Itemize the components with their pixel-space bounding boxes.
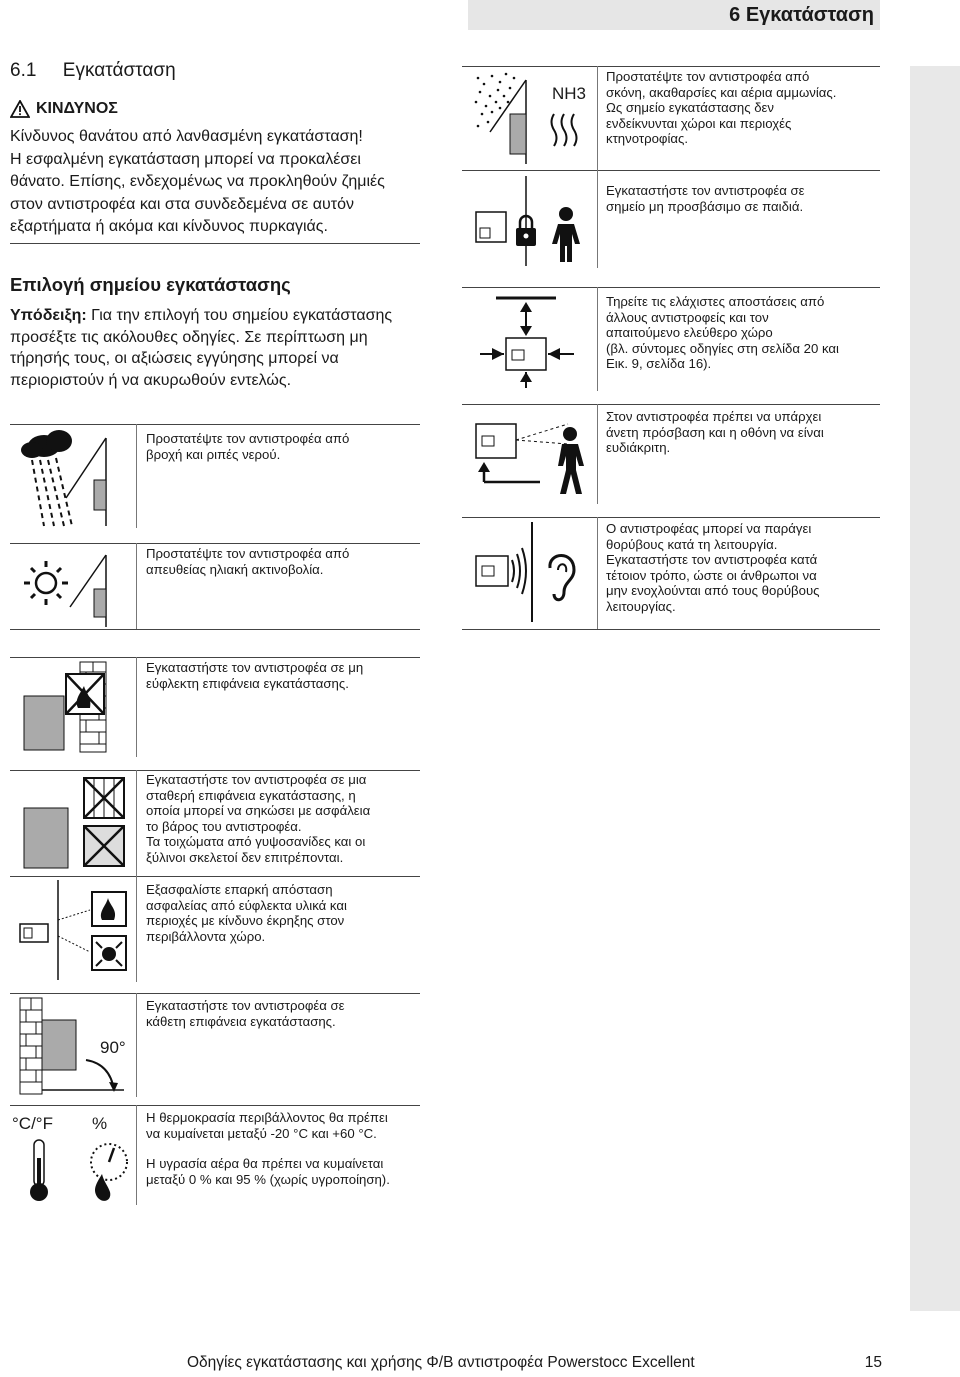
text-line: εύφλεκτη επιφάνεια εγκατάστασης.: [146, 675, 349, 691]
text-line: Τηρείτε τις ελάχιστες αποστάσεις από: [606, 294, 825, 309]
danger-line: θάνατο. Επίσης, ενδεχομένως να προκληθούν ζημιές: [10, 173, 385, 190]
icon-divider: [136, 1105, 137, 1205]
divider: [462, 629, 880, 630]
location-note: [10, 305, 430, 391]
humidity-label: %: [92, 1114, 108, 1133]
icon-divider: [597, 517, 598, 629]
vertical-text: [146, 998, 345, 1029]
divider: [10, 543, 420, 544]
text-line: Εγκαταστήστε τον αντιστροφέα σε: [606, 183, 805, 198]
note-label: Υπόδειξη:: [10, 307, 87, 324]
text-line: Εγκαταστήστε τον αντιστροφέα σε: [146, 998, 345, 1013]
icon-divider: [136, 770, 137, 876]
sun-text: [146, 546, 349, 577]
text-line: Προστατέψτε τον αντιστροφέα από: [606, 69, 810, 84]
text-line: λειτουργίας.: [606, 598, 676, 614]
page-number: 15: [864, 1354, 882, 1371]
text-line: Η θερμοκρασία περιβάλλοντος θα πρέπει: [146, 1110, 388, 1125]
text-line: Ως σημείο εγκατάστασης δεν: [606, 100, 775, 115]
child-lock-text: [606, 183, 805, 214]
angle-label: 90°: [100, 1038, 126, 1057]
danger-headline: Κίνδυνος θανάτου από λανθασμένη εγκατάσταση!: [10, 128, 363, 145]
divider: [10, 1105, 420, 1106]
text-line: Προστατέψτε τον αντιστροφέα από: [146, 431, 350, 446]
text-line: Εικ. 9, σελίδα 16).: [606, 356, 712, 371]
text-line: τέτοιον τρόπο, ώστε οι άνθρωποι να: [606, 567, 817, 583]
rain-icon: [14, 428, 132, 528]
footer-text: Οδηγίες εγκατάστασης και χρήσης Φ/Β αντιστροφέα Powerstocc Excellent: [187, 1354, 695, 1371]
text-line: οποία μπορεί να σηκώσει με ασφάλεια: [146, 803, 371, 818]
text-line: το βάρος του αντιστροφέα.: [146, 818, 302, 834]
text-line: Εγκαταστήστε τον αντιστροφέα σε μη: [146, 660, 364, 675]
section-title: 6.1 Εγκατάσταση: [10, 60, 176, 81]
divider: [462, 404, 880, 405]
text-line: Η υγρασία αέρα θα πρέπει να κυμαίνεται: [146, 1156, 384, 1171]
divider: [462, 287, 880, 288]
danger-line: εξαρτήματα ή ακόμα και κίνδυνος πυρκαγιάς.: [10, 218, 328, 235]
text-line: θορύβους κατά τη λειτουργία.: [606, 536, 778, 552]
clearance-icon: [470, 290, 595, 390]
text-line: Εγκαταστήστε τον αντιστροφέα σε μια: [146, 772, 367, 787]
text-line: να κυμαίνεται μεταξύ -20 °C και +60 °C.: [146, 1125, 377, 1141]
text-line: άλλους αντιστροφείς και τον: [606, 309, 769, 325]
dust-text: [606, 69, 836, 147]
divider: [462, 517, 880, 518]
flammable-surface-icon: [14, 660, 132, 755]
temperature-humidity-icon: [14, 1138, 132, 1204]
temperature-label: °C/°F: [12, 1114, 53, 1133]
danger-line: στον αντιστροφέα και στα συνδεδεμένα σε αυτόν: [10, 195, 354, 213]
divider: [10, 629, 420, 630]
icon-divider: [136, 543, 137, 629]
icon-divider: [597, 66, 598, 170]
access-display-icon: [470, 408, 595, 504]
danger-text: [10, 126, 430, 239]
divider: [10, 876, 420, 877]
humidity-text: [146, 1156, 390, 1187]
note-text: Για την επιλογή του σημείου εγκατάστασης προσέξτε τις ακόλουθες οδηγίες. Σε περίπτωση μη τήρησής τους, οι αξιώσεις εγγύησης μπορεί να περιοριστούν ή να ακυρωθούν εντελώς.: [10, 307, 393, 389]
divider: [10, 657, 420, 658]
divider: [10, 770, 420, 771]
icon-divider: [597, 404, 598, 504]
text-line: Στον αντιστροφέα πρέπει να υπάρχει: [606, 409, 822, 424]
icon-divider: [597, 287, 598, 391]
text-line: περιοχές με κίνδυνο έκρηξης στον: [146, 913, 345, 928]
text-line: απαιτούμενο ελεύθερο χώρο: [606, 325, 773, 340]
text-line: απευθείας ηλιακή ακτινοβολία.: [146, 561, 324, 577]
nh3-label: NH3: [552, 84, 587, 103]
warning-triangle-icon: [10, 100, 30, 118]
divider: [462, 66, 880, 67]
text-line: ευδιάκριτη.: [606, 440, 671, 455]
side-tab-strip: [910, 66, 960, 1311]
divider: [10, 424, 420, 425]
text-line: Εγκαταστήστε τον αντιστροφέα κατά: [606, 552, 818, 567]
text-line: (βλ. σύντομες οδηγίες στη σελίδα 20 και: [606, 340, 839, 356]
icon-divider: [136, 424, 137, 528]
text-line: κτηνοτροφίας.: [606, 131, 689, 146]
icon-divider: [136, 657, 137, 757]
access-text: [606, 409, 824, 456]
noise-icon: [470, 522, 595, 624]
text-line: ενδείκνυνται χώροι και περιοχές: [606, 115, 792, 131]
clearance-text: [606, 294, 839, 372]
icon-divider: [597, 170, 598, 268]
vertical-wall-icon: [14, 996, 132, 1096]
text-line: μεταξύ 0 % και 95 % (χωρίς υγροποίηση).: [146, 1171, 390, 1187]
icon-divider: [136, 876, 137, 982]
icon-divider: [136, 993, 137, 1097]
text-line: ξύλινοι σκελετοί δεν επιτρέπονται.: [146, 849, 344, 865]
stable-text: [146, 772, 370, 865]
text-line: σκόνη, ακαθαρσίες και αέρια αμμωνίας.: [606, 84, 837, 100]
danger-label: [10, 100, 118, 118]
text-line: βροχή και ριπές νερού.: [146, 446, 281, 462]
text-line: Ο αντιστροφέας μπορεί να παράγει: [606, 521, 812, 536]
noise-text: [606, 521, 820, 614]
divider: [462, 170, 880, 171]
explosion-hazard-icon: [14, 880, 132, 980]
chapter-title: 6 Εγκατάσταση: [729, 4, 874, 26]
text-line: περιβάλλοντα χώρο.: [146, 928, 266, 944]
text-line: άνετη πρόσβαση και η οθόνη να είναι: [606, 424, 824, 440]
rain-text: [146, 431, 349, 462]
text-line: κάθετη επιφάνεια εγκατάστασης.: [146, 1013, 336, 1029]
text-line: σημείο μη προσβάσιμο σε παιδιά.: [606, 198, 804, 214]
text-line: σταθερή επιφάνεια εγκατάστασης, η: [146, 787, 356, 803]
sun-icon: [14, 547, 132, 627]
location-heading: Επιλογή σημείου εγκατάστασης: [10, 274, 291, 295]
text-line: Εξασφαλίστε επαρκή απόσταση: [146, 882, 333, 897]
danger-line: Η εσφαλμένη εγκατάσταση μπορεί να προκαλέσει: [10, 150, 361, 168]
text-line: Προστατέψτε τον αντιστροφέα από: [146, 546, 350, 561]
divider: [10, 993, 420, 994]
text-line: Τα τοιχώματα από γυψοσανίδες και οι: [146, 834, 366, 849]
text-line: ασφαλείας από εύφλεκτα υλικά και: [146, 897, 347, 913]
temperature-text: [146, 1110, 388, 1141]
dust-ammonia-icon: [470, 70, 595, 166]
explosion-text: [146, 882, 347, 944]
flammable-text: [146, 660, 363, 691]
divider: [10, 243, 420, 244]
danger-label-text: ΚΙΝΔΥΝΟΣ: [36, 100, 118, 117]
text-line: μην ενοχλούνται από τους θορύβους: [606, 583, 820, 598]
child-lock-icon: [470, 176, 595, 266]
stable-surface-icon: [14, 774, 132, 874]
